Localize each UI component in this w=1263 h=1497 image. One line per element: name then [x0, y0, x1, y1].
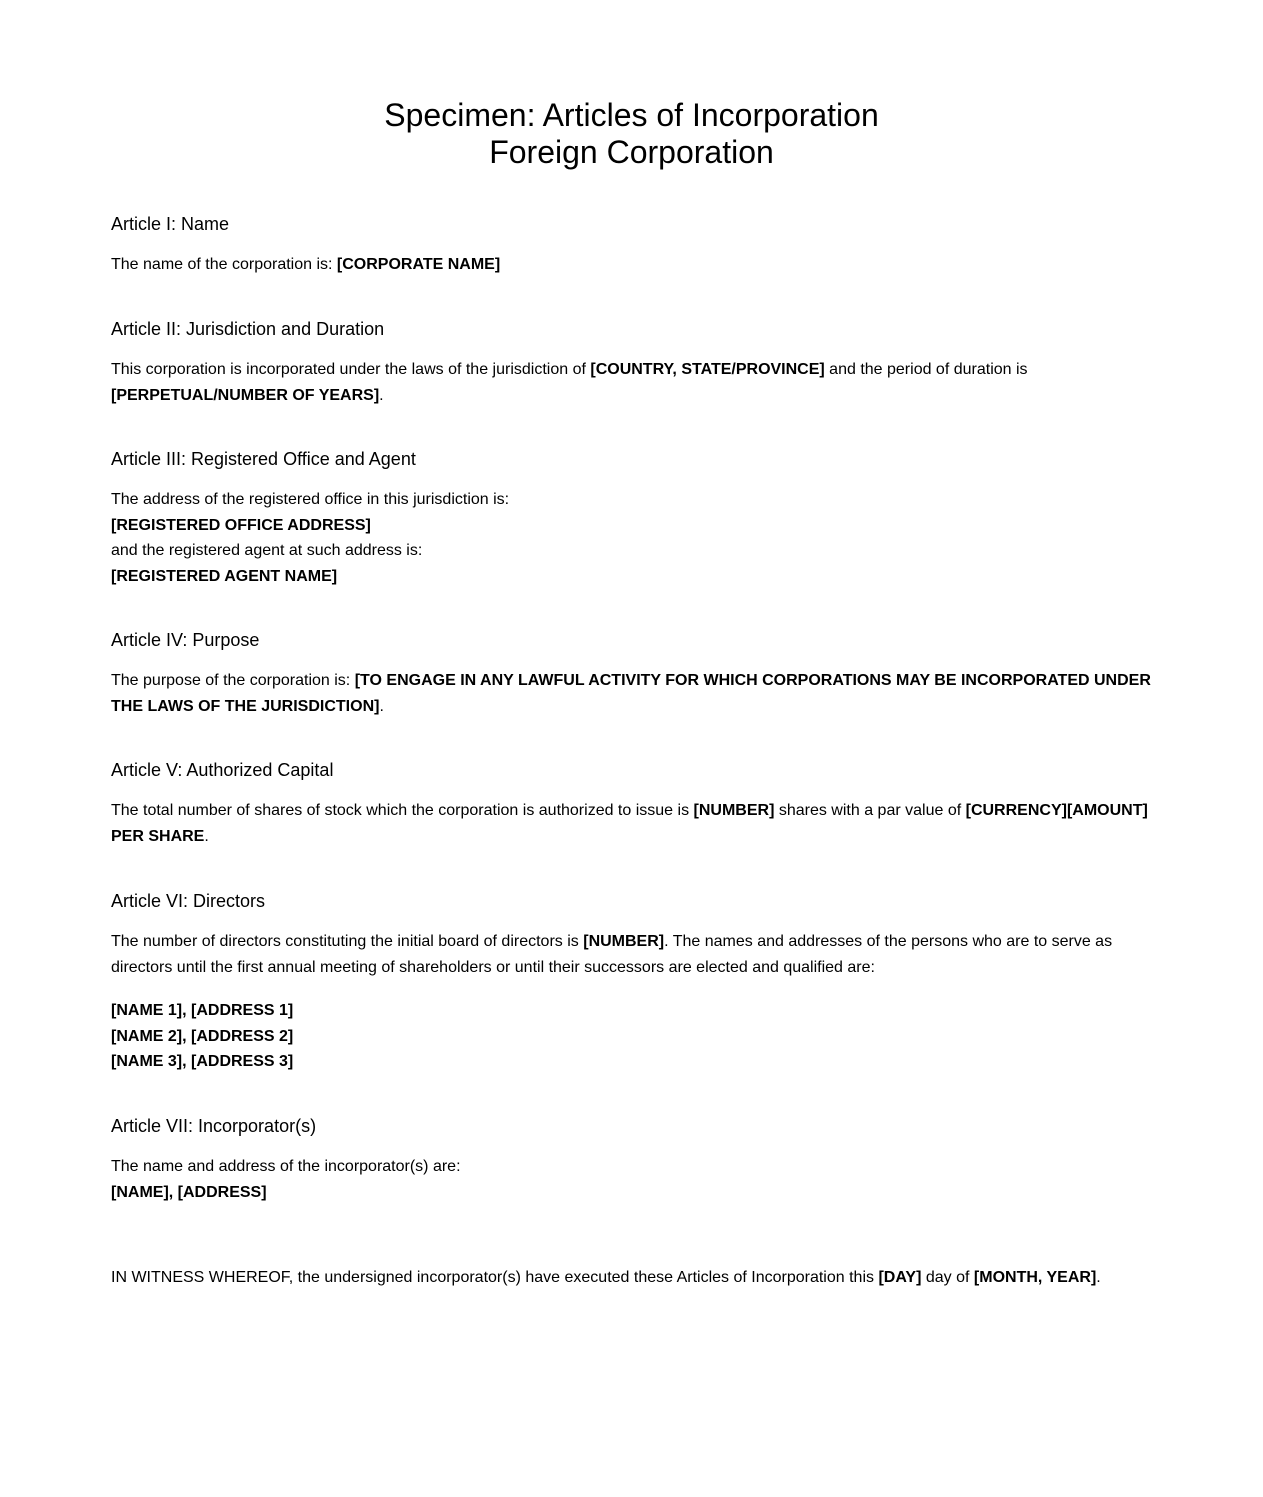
article-2-heading: Article II: Jurisdiction and Duration: [111, 319, 385, 339]
placeholder-corporate-name: [CORPORATE NAME]: [336, 256, 501, 273]
text: The total number of shares of stock which the corporation is authorized to issue is: [111, 802, 694, 819]
director-entry: [NAME 2], [ADDRESS 2]: [111, 1027, 294, 1045]
placeholder-office-address: [REGISTERED OFFICE ADDRESS]: [111, 516, 371, 534]
placeholder-director-count: [NUMBER]: [583, 933, 665, 950]
text: The purpose of the corporation is:: [111, 672, 355, 689]
placeholder-incorporator: [NAME], [ADDRESS]: [111, 1183, 267, 1201]
text: IN WITNESS WHEREOF, the undersigned incorporator(s) have executed these Articles of Incorporation this: [111, 1269, 879, 1286]
article-7-body: [111, 1154, 1161, 1205]
article-1-heading: Article I: Name: [111, 214, 230, 234]
directors-list: [111, 998, 1161, 1075]
placeholder-purpose: [TO ENGAGE IN ANY LAWFUL ACTIVITY FOR WHICH CORPORATIONS MAY BE INCORPORATED UNDER THE LAWS OF THE JURISDICTION]: [111, 672, 1151, 715]
article-3-body: [111, 487, 1161, 589]
text: day of: [921, 1269, 974, 1286]
article-5-body: [111, 798, 1161, 849]
witness-clause: [111, 1265, 1161, 1291]
text: The number of directors constituting the initial board of directors is: [111, 933, 584, 950]
placeholder-duration: [PERPETUAL/NUMBER OF YEARS]: [111, 386, 380, 404]
title-line-2: Foreign Corporation: [489, 134, 774, 170]
placeholder-month-year: [MONTH, YEAR]: [973, 1269, 1097, 1286]
placeholder-day: [DAY]: [878, 1269, 922, 1286]
text: This corporation is incorporated under the laws of the jurisdiction of: [111, 361, 591, 378]
placeholder-jurisdiction: [COUNTRY, STATE/PROVINCE]: [590, 361, 825, 378]
text: .: [379, 386, 384, 404]
director-entry: [NAME 1], [ADDRESS 1]: [111, 1002, 294, 1019]
title-line-1: Specimen: Articles of Incorporation: [384, 97, 879, 133]
placeholder-share-number: [NUMBER]: [693, 802, 775, 819]
text: The name and address of the incorporator(s) are:: [111, 1158, 461, 1175]
article-5-heading: Article V: Authorized Capital: [111, 760, 334, 780]
text: . The names and addresses of the persons who are to serve as directors until the first annual meeting of shareholders or until their successors are elected and qualified are:: [111, 933, 1113, 976]
director-entry: [NAME 3], [ADDRESS 3]: [111, 1053, 294, 1070]
article-6-heading: Article VI: Directors: [111, 891, 266, 911]
text: .: [1096, 1269, 1101, 1286]
text: and the registered agent at such address is:: [111, 542, 423, 559]
text: .: [204, 827, 209, 845]
text: The address of the registered office in this jurisdiction is:: [111, 491, 510, 508]
article-1-body: [111, 252, 1161, 278]
article-4-heading: Article IV: Purpose: [111, 630, 260, 650]
text: and the period of duration is: [824, 361, 1028, 378]
text: The name of the corporation is:: [111, 256, 337, 273]
article-3-heading: Article III: Registered Office and Agent: [111, 449, 416, 469]
article-7-heading: Article VII: Incorporator(s): [111, 1116, 317, 1136]
article-6-body: [111, 929, 1161, 980]
document-title: [0, 97, 1263, 171]
text: .: [379, 697, 384, 715]
placeholder-agent-name: [REGISTERED AGENT NAME]: [111, 567, 338, 585]
text: shares with a par value of: [774, 802, 966, 819]
article-4-body: [111, 668, 1161, 719]
placeholder-par-value: [CURRENCY][AMOUNT] PER SHARE: [111, 802, 1148, 845]
article-2-body: [111, 357, 1161, 408]
